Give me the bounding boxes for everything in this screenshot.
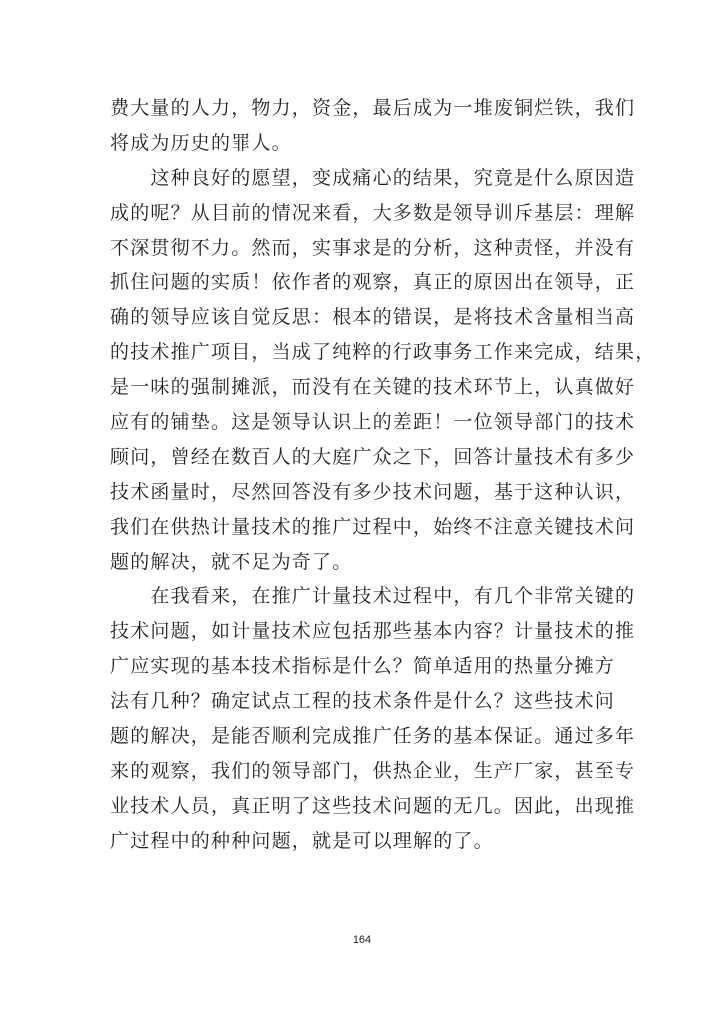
text-line: 确的领导应该自觉反思：根本的错误，是将技术含量相当高	[110, 306, 636, 329]
text-line: 抓住问题的实质！依作者的观察，真正的原因出在领导，正	[110, 271, 636, 294]
text-line: 法有几种？确定试点工程的技术条件是什么？这些技术问	[110, 690, 616, 713]
text-line: 费大量的人力，物力，资金，最后成为一堆废铜烂铁，我们	[110, 97, 636, 119]
text-line: 不深贯彻不力。然而，实事求是的分析，这种责怪，并没有	[110, 236, 636, 259]
text-line: 业技术人员，真正明了这些技术问题的无几。因此，出现推	[110, 794, 636, 817]
text-line: 技术函量时，尽然回答没有多少技术问题，基于这种认识，	[110, 480, 636, 503]
text-line: 广应实现的基本技术指标是什么？简单适用的热量分摊方	[110, 655, 616, 678]
text-line: 在我看来，在推广计量技术过程中，有几个非常关键的	[110, 585, 636, 608]
text-line: 我们在供热计量技术的推广过程中，始终不注意关键技术问	[110, 515, 636, 538]
text-line: 来的观察，我们的领导部门，供热企业，生产厂家，甚至专	[110, 759, 636, 782]
text-line: 应有的铺垫。这是领导认识上的差距！一位领导部门的技术	[110, 411, 636, 434]
text-line: 将成为历史的罪人。	[110, 131, 292, 154]
text-line: 题的解决，就不足为奇了。	[110, 550, 353, 573]
text-line: 这种良好的愿望，变成痛心的结果，究竟是什么原因造	[110, 166, 636, 189]
text-line: 是一味的强制摊派，而没有在关键的技术环节上，认真做好	[110, 376, 636, 399]
body-text	[110, 91, 656, 859]
text-line: 广过程中的种种问题，就是可以理解的了。	[110, 829, 494, 852]
text-line: 题的解决，是能否顺利完成推广任务的基本保证。通过多年	[110, 725, 636, 748]
text-line: 成的呢？从目前的情况来看，大多数是领导训斥基层：理解	[110, 201, 636, 224]
text-line: 的技术推广项目，当成了纯粹的行政事务工作来完成，结果，	[110, 341, 656, 364]
page-number: 164	[352, 934, 372, 946]
text-line: 技术问题，如计量技术应包括那些基本内容？计量技术的推	[110, 620, 636, 643]
text-line: 顾问，曾经在数百人的大庭广众之下，回答计量技术有多少	[110, 445, 636, 468]
